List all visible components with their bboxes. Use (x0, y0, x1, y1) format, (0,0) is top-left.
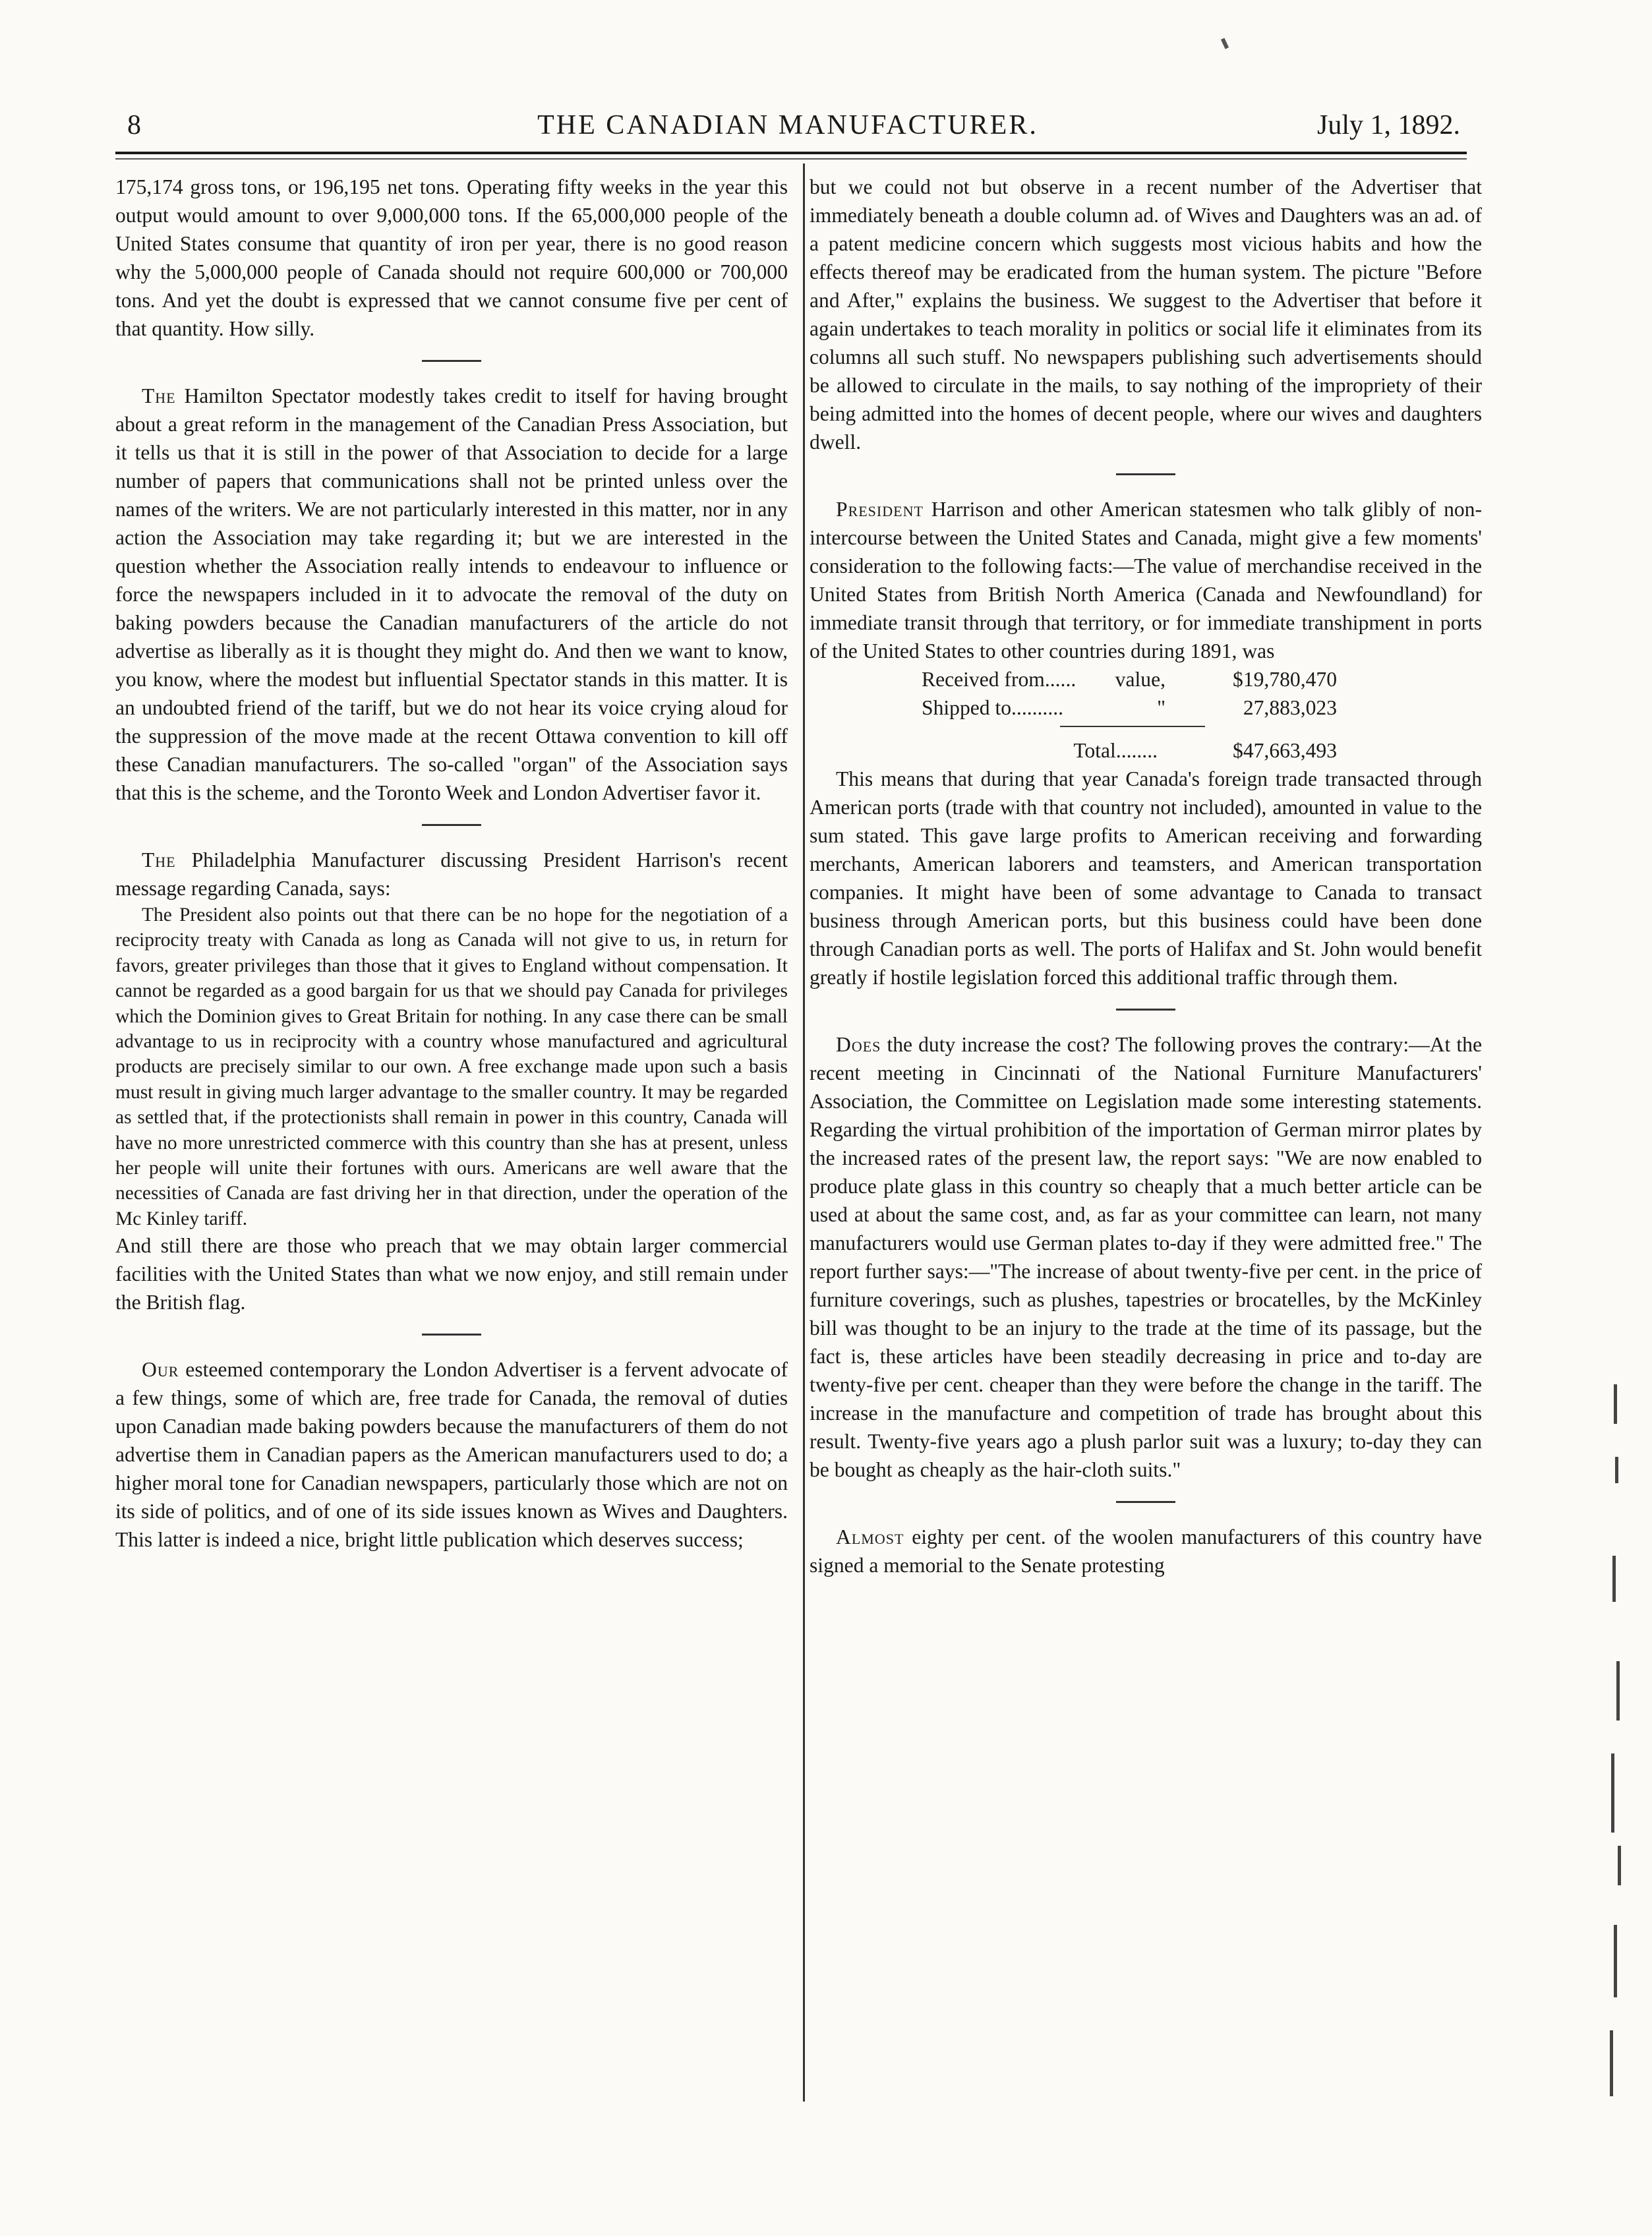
publication-title: THE CANADIAN MANUFACTURER. (537, 110, 1038, 140)
article-duty-cost-text: the duty increase the cost? The following proves the contrary:—At the recent meeting in Cincinnati of the National Furniture Manufacturers' Association, the Committee on Legislation made some interesting statements. Regarding the virtual prohibition of the importation of German mirror plates by the increased rates of the present law, the report says: "We are now enabled to produce plate glass in this country so cheaply that a much better article can be used at about the same cost, and, as far as your committee can learn, not many manufacturers would use German plates to-day if they were admitted free." The report further says:—"The increase of about twenty-five per cent. in the price of furniture coverings, such as plushes, tapestries or brocatelles, by the McKinley bill was thought to be an injury to the trade at the time of its passage, but the fact is, these articles have been steadily decreasing in price and to-day are twenty-five per cent. cheaper than they were before the change in the tariff. The increase in the manufacture and competition of trade has brought about this result. Twenty-five years ago a plush parlor suit was a luxury; to-day they can be bought as cheaply as the hair-cloth suits." (810, 1033, 1482, 1481)
article-philadelphia-intro (115, 846, 788, 902)
lead-word: Does (836, 1033, 881, 1056)
shipped-mark: " (1157, 696, 1165, 719)
figure-row-shipped (810, 693, 1482, 722)
received-amount: $19,780,470 (1233, 668, 1337, 691)
figure-row-received (810, 665, 1482, 693)
quoted-passage: The President also points out that there can be no hope for the negotiation of a reciprocity treaty with Canada as long as Canada will not give to us, in return for favors, greater privileges than those that it gives to England without compensation. It cannot be regarded as a good bargain for us that we should pay Canada for privileges which the Dominion gives to Great Britain for nothing. In any case there can be small advantage to us in reciprocity with a country whose manufactured and agricultural products are precisely similar to our own. A free exchange made upon such a basis must result in giving much larger advantage to the smaller country. It may be regarded as settled that, if the protectionists shall remain in power in this country, Canada will have no more unrestricted commerce with this country than she has at present, unless her people will unite their fortunes with ours. Americans are well aware that the necessities of Canada are fast driving her in that direction, under the operation of the Mc Kinley tariff. (115, 904, 788, 1229)
figure-row-total (810, 736, 1482, 765)
article-spectator-text: Hamilton Spectator modestly takes credit to itself for having brought about a great reform in the management of the Canadian Press Association, but it tells us that it is still in the power of that Association to decide for a large number of papers that communications shall not be printed unless over the names of the writers. We are not particularly interested in this matter, nor in any action the Association may take regarding it; but we are interested in the question whether the Association really intends to endeavour to influence or force the newspapers included in it to advocate the removal of the duty on baking powders because the Canadian manufacturers of the article do not advertise as liberally as it is thought they might do. And then we want to know, you know, where the modest but influential Spectator stands in this matter. It is an undoubted friend of the tariff, but we do not hear its voice crying aloud for the suppression of the move made at the recent Ottawa convention to kill off these Canadian manufacturers. The so-called "organ" of the Association says that this is the scheme, and the Toronto Week and London Advertiser favor it. (115, 384, 788, 804)
column-divider (803, 163, 805, 2102)
page-header (115, 105, 1460, 152)
lead-word: Our (142, 1358, 179, 1382)
issue-date: July 1, 1892. (1316, 110, 1460, 140)
header-rule (115, 152, 1467, 154)
article-harrison-analysis: This means that during that year Canada's foreign trade transacted through American ports (trade with that country not included), amounted in value to the sum stated. This gave large profits to American receiving and forwarding merchants, American laborers and teamsters, and American transportation companies. It might have been of some advantage to Canada to transact business through American ports, but this business could have been done through Canadian ports as well. The ports of Halifax and St. John would benefit greatly if hostile legislation forced this additional traffic through them. (810, 767, 1482, 989)
right-column (810, 173, 1482, 1579)
merchandise-figures (810, 665, 1482, 765)
section-separator (422, 824, 481, 826)
page-number: 8 (127, 110, 141, 140)
article-harrison-text: Harrison and other American statesmen who talk glibly of non-intercourse between the United States and Canada, might give a few moments' consideration to the following facts:—The value of merchandise received in the United States from British North America (Canada and Newfoundland) for immediate transit through that territory, or for immediate transhipment in ports of the United States to other countries during 1891, was (810, 498, 1482, 662)
left-column (115, 173, 788, 1554)
article-iron-paragraph: 175,174 gross tons, or 196,195 net tons. Operating fifty weeks in the year this output would amount to over 9,000,000 tons. If the 65,000,000 people of the United States consume that quantity of iron per year, there is no good reason why the 5,000,000 people of Canada should not require 600,000 or 700,000 tons. And yet the doubt is expressed that we cannot consume five per cent of that quantity. How silly. (115, 175, 788, 340)
shipped-label: Shipped to.......... (922, 696, 1064, 719)
article-advertiser-continued: but we could not but observe in a recent number of the Advertiser that immediately beneath a double column ad. of Wives and Daughters was an ad. of a patent medicine concern which suggests most vicious habits and how the effects thereof may be eradicated from the human system. The picture "Before and After," explains the business. We suggest to the Advertiser that before it again undertakes to teach morality in politics or social life it eliminates from its columns all such stuff. No newspapers publishing such advertisements should be allowed to circulate in the mails, to say nothing of the impropriety of their being admitted into the homes of decent people, where our wives and daughters dwell. (810, 175, 1482, 454)
header-rule-thin (115, 158, 1467, 160)
section-separator (1116, 473, 1175, 475)
lead-word: President (836, 498, 924, 521)
section-separator (422, 360, 481, 362)
article-philadelphia-text: Philadelphia Manufacturer discussing President Harrison's recent message regarding Canada, says: (115, 848, 788, 900)
received-mark: value, (1115, 668, 1165, 691)
article-harrison (810, 495, 1482, 665)
shipped-amount: 27,883,023 (1243, 696, 1337, 719)
lead-word: The (142, 848, 176, 871)
section-separator (422, 1334, 481, 1336)
total-amount: $47,663,493 (1233, 739, 1337, 762)
article-philadelphia-conclusion: And still there are those who preach that we may obtain larger commercial facilities with the United States than what we now enjoy, and still remain under the British flag. (115, 1234, 788, 1314)
lead-word: The (142, 384, 176, 407)
article-woolen-text: eighty per cent. of the woolen manufacturers of this country have signed a memorial to the Senate protesting (810, 1525, 1482, 1577)
lead-word: Almost (836, 1525, 904, 1548)
total-rule (1060, 726, 1205, 727)
scan-margin-marks (1608, 1384, 1641, 2109)
article-woolen (810, 1523, 1482, 1579)
article-advertiser-text: esteemed contemporary the London Advertiser is a fervent advocate of a few things, some of which are, free trade for Canada, the removal of duties upon Canadian made baking powders because the manufacturers of them do not advertise them in Canadian papers as the American manufacturers used to do; a higher moral tone for Canadian newspapers, particularly those which are not on its side of politics, and of one of its side issues known as Wives and Daughters. This latter is indeed a nice, bright little publication which deserves success; (115, 1358, 788, 1552)
section-separator (1116, 1501, 1175, 1503)
article-duty-cost (810, 1030, 1482, 1484)
article-spectator (115, 382, 788, 807)
received-label: Received from...... (922, 668, 1077, 691)
total-label: Total........ (1073, 739, 1158, 762)
article-advertiser (115, 1355, 788, 1554)
section-separator (1116, 1009, 1175, 1011)
print-speck (1221, 38, 1229, 49)
